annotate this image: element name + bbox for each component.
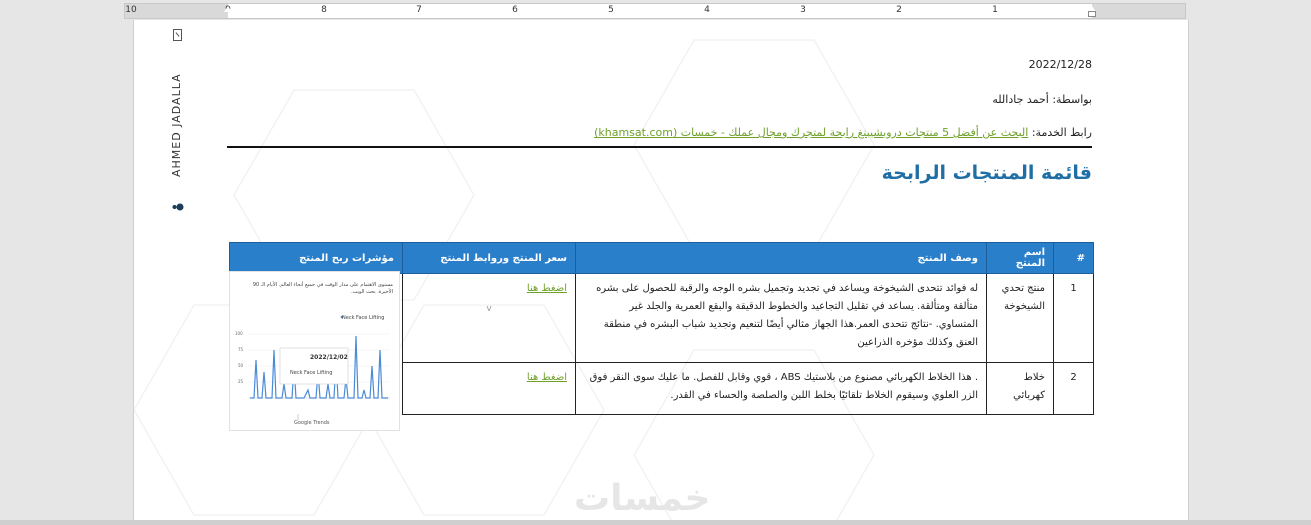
product-price-cell: [403, 363, 576, 415]
ruler-number: 10: [125, 5, 137, 15]
product-price-cell: [403, 274, 576, 363]
trends-line-chart: [230, 272, 400, 431]
ruler-number: 6: [512, 5, 518, 15]
header-product-description: وصف المنتج: [576, 243, 987, 274]
y-tick: 25: [238, 379, 244, 384]
google-trends-image[interactable]: [229, 271, 400, 431]
y-tick: 100: [235, 331, 243, 336]
ruler-number: 1: [992, 5, 998, 15]
share-icon: [172, 202, 184, 212]
ruler-number: 8: [321, 5, 327, 15]
image-placeholder-icon: [173, 29, 182, 41]
author-line: بواسطة: أحمد جادالله: [992, 93, 1092, 106]
price-mark: v: [486, 304, 492, 314]
table-header-row: [230, 243, 1094, 274]
header-product-name: اسم المنتج: [987, 243, 1054, 274]
product-name: خلاط كهربائي: [987, 363, 1054, 415]
page-title: قائمة المنتجات الرابحة: [881, 162, 1092, 184]
ruler-number: 4: [704, 5, 710, 15]
left-indent-marker[interactable]: [224, 6, 232, 12]
right-indent-box[interactable]: [1088, 11, 1096, 17]
header-profit-indicators: مؤشرات ربح المنتج: [230, 243, 403, 274]
trends-tooltip-label: Neck Face Lifting: [290, 370, 333, 376]
product-description: له فوائد تتحدى الشيخوخة ويساعد في تجديد وتجميل بشره الوجه والرقبة للحصول على بشره متألقة ومتألقة. يساعد في تقليل التجاعيد والخطوط الدقيقة والبقع العمرية والجلد غير المتساوي. -نتائج تتحدى العمر.هذا الجهاز مثالي أيضًا لتنعيم وتجديد شباب البشره في منطقة العنق وكذلك مؤخره الذراعين: [576, 274, 987, 363]
horizontal-ruler[interactable]: [124, 3, 1186, 19]
ruler-text-area: [228, 4, 1092, 18]
product-description: . هذا الخلاط الكهربائي مصنوع من بلاستيك ABS ، قوي وقابل للفصل. ما عليك سوى النقر فوق الزر العلوي وسيقوم الخلاط تلقائيًا بخلط اللبن والصلصة والحساء في القدر.: [576, 363, 987, 415]
header-number: #: [1054, 243, 1094, 274]
trends-legend: Neck Face Lifting: [342, 315, 385, 321]
row-number: 1: [1054, 274, 1094, 363]
trends-source: Google Trends: [294, 420, 330, 426]
product-link[interactable]: اضغط هنا: [526, 372, 567, 383]
product-name: منتج تحدي الشيخوخة: [987, 274, 1054, 363]
y-tick: 75: [238, 347, 244, 352]
service-prefix: رابط الخدمة:: [1031, 126, 1092, 139]
sidebar-author-label: AHMED JADALLA: [170, 73, 183, 177]
horizontal-rule: [227, 146, 1092, 148]
ruler-number: 7: [416, 5, 422, 15]
trends-tooltip-date: 2022/12/02: [310, 354, 348, 361]
ruler-number: 9: [225, 5, 231, 15]
document-page[interactable]: [133, 20, 1189, 525]
document-date: 2022/12/28: [1028, 58, 1092, 71]
ruler-number: 2: [896, 5, 902, 15]
header-product-price: سعر المنتج وروابط المنتج: [403, 243, 576, 274]
product-link[interactable]: اضغط هنا: [526, 283, 567, 294]
y-tick: 50: [238, 363, 244, 368]
status-bar: [0, 520, 1311, 525]
ruler-number: 5: [608, 5, 614, 15]
ruler-number: 3: [800, 5, 806, 15]
khamsat-watermark: خمسات: [574, 478, 711, 519]
service-line: [594, 126, 1092, 139]
service-link[interactable]: البحث عن أفضل 5 منتجات دروبشيبنغ رابحة لمتجرك ومجال عملك - خمسات (khamsat.com): [594, 126, 1029, 139]
trends-caption: مستوى الاهتمام على مدار الوقت في جميع أنحاء العالم. الأيام الـ 90 الأخيرة. بحث الويب.: [252, 282, 393, 295]
row-number: 2: [1054, 363, 1094, 415]
